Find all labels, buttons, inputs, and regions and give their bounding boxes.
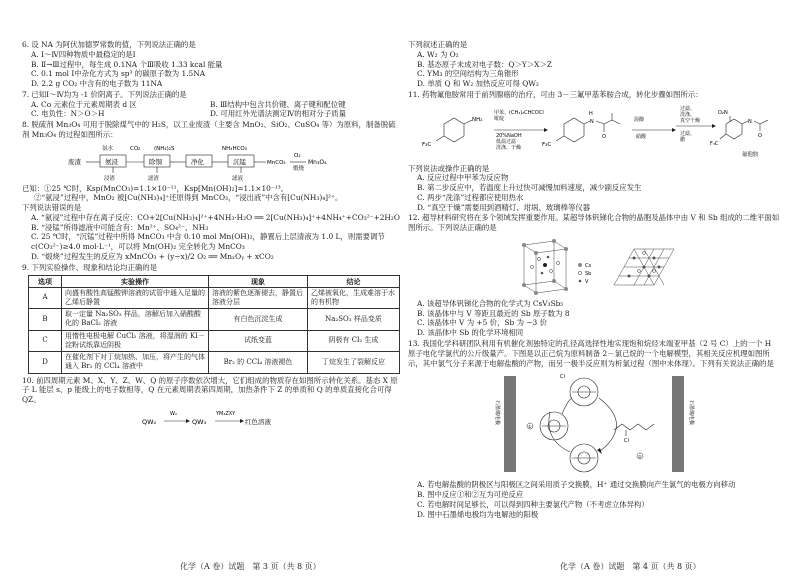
q10-option-a: A. W₂ 为 O₂ [417,49,459,59]
q11-ask: 下列说法或操作正确的是 [408,163,490,173]
q9-cell: 向盛有酸性高锰酸钾溶液的试管中通入足量的乙烯后静置 [62,287,209,308]
q9-cell: 溶液的紫色逐渐褪去，静置后溶液分层 [209,287,308,308]
flow-step-3: 净化 [191,157,204,166]
flow-feed: 废渣 [68,157,81,166]
q11-drug-name: 氟他胺 [742,151,759,158]
legend-cs: Cs [585,262,592,269]
q8-option-b: B. “浸锰”所得滤液中可能含有：Mn²⁺、SO₄²⁻、NH₃ [31,222,209,232]
q13-stem: 13. 我国化学科研团队利用有机催化剂独特定的孔径高选择性地实现饱和烷烃末端亚甲基（2 号 C）上的一个 H 原子电化学氯代的公斤级量产。下图是以正己烷为原料制备 2－氯己烷的一个电解模型，其相关反应机理如图所示，其中氯气分子来源于电解盐酸的产物，而另一极半反应则为析氯过程（图中未体现）。下列有关说法正确的是 [408,339,774,368]
q12-option-a: A. 该超导体钒锑化合物的化学式为 CsV₃Sb₅ [417,298,564,308]
q6-option-c: C. 0.1 mol Ⅰ中杂化方式为 sp³ 的碳原子数为 1.5NA [31,69,206,79]
q9-table [28,275,400,374]
flow-top-4: NH₄HCO₃ [222,145,247,152]
q13-option-b: B. 图中反应①和②互为可逆反应 [417,490,524,500]
q13-option-d: D. 图中石墨烯电极均为电解池的阳极 [417,509,539,519]
q11-synthesis-scheme [414,102,774,162]
flow-top-3: (NH₄)₂S [154,145,175,152]
question-10-continued [408,40,780,89]
q11-option-b: B. 第二步反应中，若温度上升过快可减慢加料速度，减少副反应发生 [417,183,642,193]
svg-text:O: O [758,132,762,139]
q10-option-b: B. 基态原子未成对电子数：Q＞Y＞X＞Z [417,59,552,69]
electrode-left-label: 石墨烯电极 [494,400,500,426]
table-row [29,352,400,373]
q9-cell: A [29,287,62,308]
question-8 [22,120,402,262]
q7-option-c: C. 电负性：N＞O＞H [31,109,105,119]
svg-text:F₃C: F₃C [710,140,719,147]
legend-sb: Sb [585,270,592,277]
question-13 [408,339,780,519]
q9-stem: 9. 下列实验操作、现象和结论均正确的是 [22,262,158,272]
q9-header-option: 选项 [29,275,62,287]
unit-cell [522,239,568,295]
q10-stem: 10. 前四周期元素 M、X、Y、Z、W、Q 的原子序数依次增大，它们组成的物质存在如图所示转化关系。基态 X 原子 L 能层 s、p 能级上的电子数相等，Q 在元素周期表第四周期，加热条件下 Z 的单质和 Q 的单质直接化合可得 QZ。 [22,375,398,405]
svg-text:N: N [590,118,594,125]
q8-given-1: 已知：①25 ℃时，Ksp(MnCO₃)=1.1×10⁻¹¹，Ksp[Mn(OH)₂]=1.1×10⁻¹³。 [22,183,289,193]
flow-top-1: 氨水 [102,145,114,152]
catalyst-cage-top [570,378,598,406]
molecule-amide-intermediate [542,111,620,148]
q9-header-conclusion: 结论 [308,275,400,287]
q7-stem: 7. 已知Ⅰ～Ⅳ均为 -1 价阴离子。下列说法正确的是 [22,89,187,99]
graphene-electrode-right [672,376,684,472]
q9-cell: 有白色沉淀生成 [209,309,308,330]
q7-option-b: B. Ⅲ结构中包含共价键、离子键和配位键 [210,99,346,109]
q9-header-phenomenon: 现象 [209,275,308,287]
q9-cell: Br₂ 的 CCl₄ 溶液褪色 [209,352,308,373]
flow-step-4: 沉锰 [233,157,246,166]
q11-reagent-1b: 吡啶 [494,115,505,122]
catalyst-cage-bottom [570,444,598,472]
chloro-label: Cl [624,438,629,445]
flow-step-6: 煅烧 [293,165,305,172]
q9-cell: B [29,309,62,330]
q9-cell: 试纸变蓝 [209,330,308,351]
catalyst-cage-middle [540,412,568,440]
table-row [29,309,400,330]
q9-cell: D [29,352,62,373]
q12-option-b: B. 该晶体中与 V 等距且最近的 Sb 原子数为 8 [417,308,570,318]
q11-cond-2b: 洗涤、 [680,111,696,118]
cycle-arrow-left-upper [562,398,572,414]
molecule-flutamide [710,110,768,147]
q11-cond-1c: 洗涤、干燥 [496,144,522,151]
legend-v: V [585,278,589,285]
svg-text:H: H [589,110,593,117]
q10-reaction-scheme [112,407,312,429]
q8-ask: 下列说法错误的是 [22,203,82,213]
q9-header-operation: 实验操作 [62,275,209,287]
q9-cell: C [29,330,62,351]
q13-mechanism-figure [444,370,744,478]
q7-option-a: A. Co 元素位于元素周期表 d 区 [31,99,137,109]
q9-cell: 乙烯被氧化，生成难溶于水的有机物 [308,287,400,308]
legend-sb-marker [578,271,581,274]
q11-option-c: C. 两步“洗涤”过程都应使用热水 [417,192,524,202]
q11-reagent-1: 甲苯、(CH₃)₂CHCOCl [494,109,544,116]
flow-bottom-2: 滤渣 [148,175,160,182]
chlorine-top-label: Cl [560,374,565,381]
svg-text:N: N [748,118,752,125]
table-row [29,287,400,308]
cycle-arrow-right [599,398,617,452]
q10-option-c: C. YM₃ 的空间结构为三角锥形 [417,69,519,79]
q11-option-a: A. 反应过程中甲苯为反应物 [417,173,509,183]
q9-cell: 阴极有 Cl₂ 生成 [308,330,400,351]
question-10 [22,376,402,429]
question-9 [22,263,402,374]
q7-option-d: D. 可用红外光谱法测定Ⅳ的相对分子质量 [210,109,346,119]
q9-cell: 丁烷发生了裂解反应 [308,352,400,373]
left-column [22,40,402,431]
q8-option-c: C. 25 ℃时，“沉锰”过程中所得 MnCO₃ 中含 0.10 mol Mn(OH)₂，静置后上层清液为 1.0 L，则需要调节 c(CO₃²⁻)≥4.0 mol·L⁻¹，可以将 Mn(OH)₂ 完全转化为 MnCO₃ [31,232,385,252]
flow-o2: O₂ [294,152,301,159]
q10-option-d: D. 单质 Q 和 W₂ 加热反应可得 QW₂ [417,79,539,89]
flow-step-2: 除铜 [149,157,162,166]
q6-option-a: A. Ⅰ～Ⅳ四种物质中最稳定的是Ⅰ [31,49,136,59]
flow-product: Mn₃O₄ [308,158,327,166]
q8-option-a: A. “氨浸”过程中存在离子反应：CO+2[Cu(NH₃)₄]²⁺+4NH₃·H₂O ══ 2[Cu(NH₃)₄]⁺+4NH₄⁺+CO₃²⁻+2H₂O [31,212,400,222]
q11-option-d: D. “真空干燥”需要用到酒精灯、坩埚、玻璃棒等仪器 [417,202,591,212]
q12-crystal-figure [484,235,704,297]
flow-bottom-1: 浸渣 [104,175,116,182]
q8-given-2: ②“氨浸”过程中，MnO₂ 被[Cu(NH₃)₄]⁺还原得到 MnCO₃，“浸出液”中含有[Cu(NH₃)₄]²⁺。 [34,193,343,203]
svg-text:①: ① [528,424,532,430]
q11-cond-3a: 过滤、 [680,130,696,137]
q11-cond-2a: 过滤、 [680,105,696,112]
q6-stem: 6. 设 NA 为阿伏加德罗常数的值，下列说法正确的是 [22,40,196,49]
q10-middle: QW₃ [192,417,207,426]
flow-step-1: 氨浸 [105,157,118,166]
flow-bottom-3: 滤液 [232,175,244,182]
q12-option-d: D. 该晶体中 Sb 的化学环境相同 [417,328,524,338]
q10-arrow1-label: W₂ [170,410,177,417]
question-12 [408,213,780,338]
molecule-trifluoromethylaniline [422,117,482,148]
svg-text:NH₂: NH₂ [472,116,483,123]
q11-reagent-2b: 硝酸 [636,133,647,140]
flow-top-2: CO₂ [130,145,141,152]
svg-text:O₂N: O₂N [718,109,728,116]
question-6 [22,40,402,89]
q11-cond-1a: 20%NaOH [496,132,522,139]
q8-flow-diagram [62,142,362,182]
q8-stem: 8. 脱硫剂 Mn₃O₄ 可用于脱除煤气中的 H₂S，以工业废渣（主要含 MnO₂、SiO₂、CuSO₄ 等）为原料，制备脱硫剂 Mn₃O₄ 的过程如图所示： [22,120,396,139]
q9-cell: 取一定量 Na₂SO₃ 样品，溶解后加入硝酸酸化的 BaCl₂ 溶液 [62,309,209,330]
legend-cs-marker [578,263,582,267]
question-7 [22,90,402,119]
question-11 [408,90,780,213]
q10-left: QW₂ [142,417,157,426]
footer-left: 化学（A 卷）试题 第 3 页（共 8 页） [180,562,321,572]
svg-text:②: ② [638,454,642,460]
right-column [408,40,780,520]
graphene-electrode-left [504,376,516,472]
q10-arrow2-label: YM₄ZXY [216,410,236,417]
electrode-right-label: 石墨烯电极 [688,400,694,426]
svg-text:F₃C: F₃C [542,141,552,148]
legend-v-marker [579,280,582,283]
q9-cell: 用惰性电极电解 CuCl₂ 溶液，将湿润的 KI－淀粉试纸靠近阴极 [62,330,209,351]
footer-right: 化学（A 卷）试题 第 4 页（共 8 页） [560,562,701,572]
q11-cond-3b: 撒 [680,136,686,143]
q6-option-b: B. Ⅱ→Ⅲ过程中，每生成 0.1NA 个Ⅲ吸收 1.33 kcal 能量 [31,59,223,69]
svg-text:F₃C: F₃C [422,141,432,148]
q12-option-c: C. 该晶体中 V 为 +5 价，Sb 为 −3 价 [417,318,547,328]
q11-stem: 11. 药物氟他胺常用于前列腺癌的治疗，可由 3－三氟甲基苯胺合成，转化步骤如图所示： [408,89,703,99]
hexane-chain [614,424,654,430]
q9-cell: 在催化剂下对丁烷加热、加压，将产生的气体通入 Br₂ 的 CCl₄ 溶液中 [62,352,209,373]
q9-cell: Na₂SO₃ 样品变质 [308,309,400,330]
q10-right: 红色溶液 [245,417,271,426]
q12-stem: 12. 超导材料研究将在多个领域发挥重要作用。某超导体钒锑化合物的晶胞及晶体中由 V 和 Sb 组成的二维平面如图所示。下列说法正确的是 [408,213,780,233]
svg-text:O: O [602,133,606,140]
q11-cond-2c: 真空干燥 [680,117,701,124]
table-row [29,330,400,351]
q13-option-c: C. 若电解时间足够长，可以得到四种主要氯代产物（不考虑立体异构） [417,499,649,509]
q11-cond-1b: 低温过滤 [496,138,517,145]
q11-reagent-2: 混酸 [634,116,645,123]
flow-step-5: MnCO₃ [267,159,286,166]
q10-ask: 下列叙述正确的是 [408,40,468,49]
q8-option-d: D. “煅烧”过程发生的反应为 xMnCO₃ + (y−x)/2 O₂ ══ MnₓOᵧ + xCO₂ [31,252,274,262]
q6-option-d: D. 2.2 g CO₂ 中含有的电子数为 11NA [31,79,163,89]
q13-option-a: A. 若电解盐酸的阴极区与阳极区之间采用质子交换膜，H⁺ 通过交换膜向产生氯气的电极方向移动 [417,480,736,490]
